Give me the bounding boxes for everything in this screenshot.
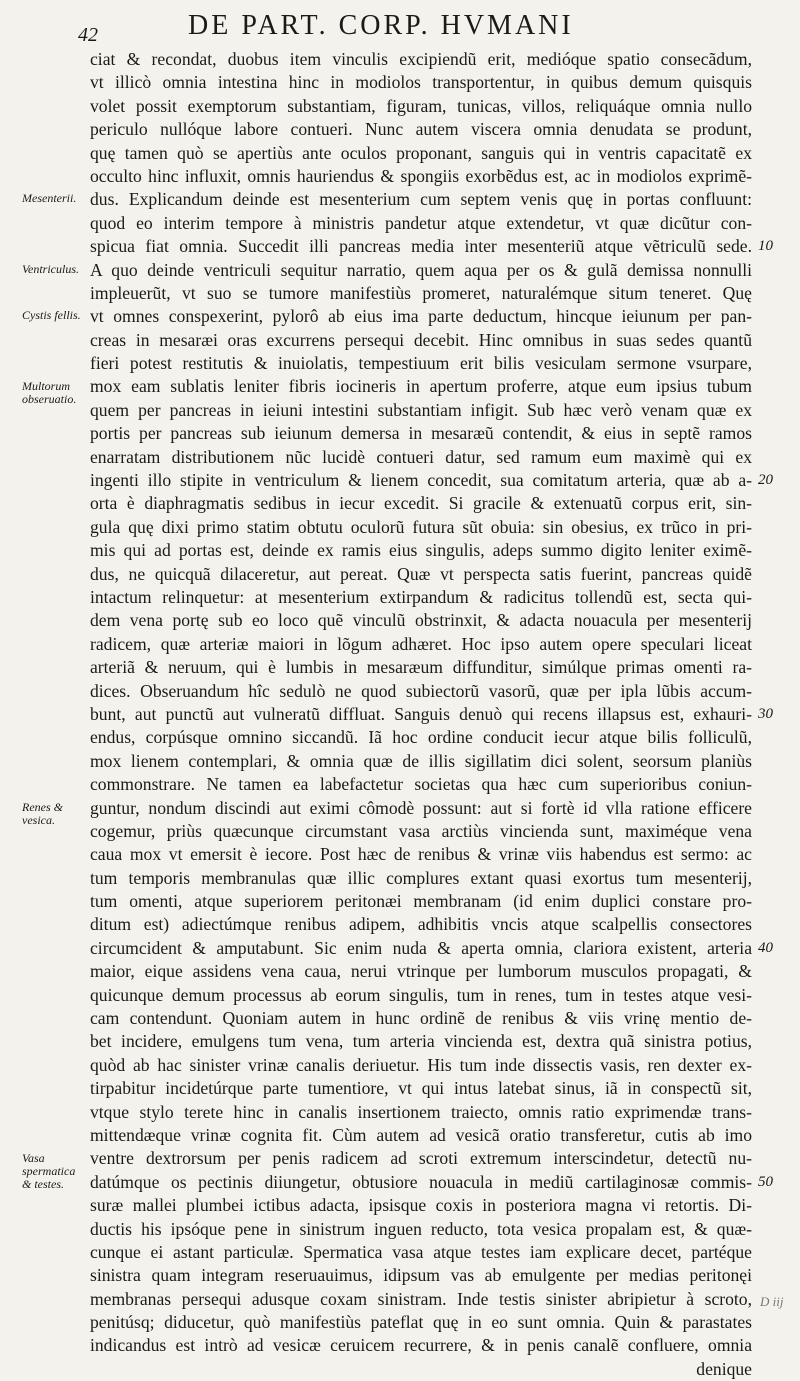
text-line: denique (696, 1358, 752, 1379)
text-line: bet incidere, emulgens tum vena, tum arteria vincienda est, dextra quã sinistra potius, (90, 1031, 752, 1052)
text-line: orta è diaphragmatis sedibus in iecur excedit. Si gracile & extenuatũ corpus erit, sin- (90, 493, 752, 514)
text-line: mittendæque vrinæ cognita fit. Cùm autem ad vesicã oratio transferetur, cutis ab imo (90, 1124, 752, 1145)
text-line: quicunque demum processus ab eorum singulis, tum in renes, tum in testes atque vesi- (90, 984, 752, 1005)
text-line: ventre dextrorsum per penis radicem ad scroti extremum interscindetur, detectũ nu- (90, 1148, 752, 1169)
line-number: 30 (758, 706, 773, 723)
text-line: datúmque os pectinis diiungetur, obtusiore nouacula in mediũ cartilaginosæ commis- (90, 1171, 752, 1192)
text-line: intactum relinquetur: at mesenterium extirpandum & radicitus tollendũ est, secta qui- (90, 586, 752, 607)
margin-note: Vasa spermatica & testes. (22, 1150, 76, 1191)
text-line: tum temporis membranulas quæ illic complures extant quasi exortus tum mesenterij, (90, 867, 752, 888)
text-line: membranas persequi adusque coxam sinistram. Inde testis sinister abripietur à scroto, (90, 1288, 752, 1309)
text-line: dus. Explicandum deinde est mesenterium cum septem venis quę in portas confluunt: (90, 189, 752, 210)
text-line: mox eam sublatis leniter fibris iocineris in apertum proferre, atque eum ipsius tubum (90, 376, 752, 397)
text-line: ciat & recondat, duobus item vinculis excipiendũ erit, medióque spatio consecãdum, (90, 49, 752, 69)
text-line: caua mox vt emersit è iecore. Post hæc de renibus & vrinæ viis habendus est sermo: ac (90, 844, 752, 865)
margin-note: Mesenterii. (22, 191, 77, 206)
text-line: creas in mesaræi oras excurrens persequi decebit. Hinc omnibus in suas sedes quantũ (90, 329, 752, 350)
margin-note: Multorum obseruatio. (22, 378, 77, 406)
signature-mark: D iij (760, 1294, 784, 1309)
margin-notes (0, 0, 90, 1316)
text-line: indicandus est intrò ad vesicæ ceruicem recurrere, & in penis canalẽ confluere, omnia (90, 1335, 752, 1356)
text-line: sinistra quam integram reseruauimus, idipsum vas ab emulgente per medias peritonęi (90, 1265, 752, 1286)
text-line: commonstrare. Ne tamen ea labefactetur societas qua hæc cum superioribus coniun- (90, 774, 752, 795)
text-line: spicua fiat omnia. Succedit illi pancreas media inter mesenteriũ atque vẽtriculũ sede. (90, 236, 752, 257)
page-header (70, 8, 790, 44)
text-line: volet possit exemptorum substantiam, figuram, tunicas, villos, reliquáque omnia nullo (90, 95, 752, 116)
text-line: cogemur, priùs quæcunque circumstant vasa arctiùs vincienda sunt, maximéque vena (90, 820, 752, 841)
text-line: maior, eique assidens vena caua, nerui vtrinque per lumborum musculos propagati, & (90, 961, 752, 982)
text-line: periculo nullóque labore contueri. Nunc autem viscera omnia denudata se produnt, (90, 119, 752, 140)
text-line: quòd ab hac sinister vrinæ canalis deriuetur. His tum inde dissectis vasis, ren dexter ex- (90, 1054, 752, 1075)
running-head: DE PART. CORP. HVMANI (188, 10, 574, 41)
text-line: fieri potest restitutis & inuiolatis, tempestiuum erit bilis vesiculam sermone vsurpare, (90, 353, 752, 374)
text-line: mox lienem contemplari, & omnia quæ de illis sigillatim dici solent, seorsum planiùs (90, 750, 752, 771)
text-line: mis qui ad portas est, deinde ex ramis eius singulis, adeps summo digito leniter eximẽ- (90, 540, 752, 561)
text-line: impleuerũt, vt suo se tumore manifestiùs promeret, naturalémque situm teneret. Quę (90, 282, 752, 303)
text-line: tirpabitur incidetúrque parte tumentiore, vt qui intus latebat sinus, iã in conspectũ sit, (90, 1078, 752, 1099)
text-line: vt omnes conspexerint, pylorô ab eius ima parte deductum, hincque ieiunum per pan- (90, 306, 752, 327)
margin-note: Ventriculus. (22, 261, 79, 276)
line-number: 50 (758, 1174, 773, 1191)
text-line: cunque ei astant particulæ. Spermatica vasa atque testes iam explicare decet, partéque (90, 1241, 752, 1262)
text-line: ditum est) adiectúmque renibus adipem, adhibitis vncis atque scalpellis consectores (90, 914, 752, 935)
body-text (90, 48, 752, 1381)
text-line: quem per pancreas in ieiuni intestini substantiam infigit. Sub hæc verò venam quæ ex (90, 399, 752, 420)
line-number: 10 (758, 238, 773, 255)
margin-note: Renes & vesica. (22, 799, 63, 827)
text-line: arteriã & neruum, qui è lumbis in mesaræum diffunditur, simúlque primas omenti ra- (90, 657, 752, 678)
text-line: penitúsq; diducetur, quò manifestiùs pateflat quę in eo sunt omnia. Quin & parastates (90, 1312, 752, 1333)
text-line: gula quę dixi primo statim obtutu oculorũ futura sũt obuia: sin obesius, ex trũco in pri- (90, 516, 752, 537)
text-line: vt illicò omnia intestina hinc in modiolos transportentur, in quibus demum quisquis (90, 72, 752, 93)
text-line: dices. Obseruandum hîc sedulò ne quod subiectorũ vasorũ, quæ per ipla lũbis accum- (90, 680, 752, 701)
text-line: quę tamen quò se apertiùs ante oculos proponant, sanguis qui in ventris capacitatẽ ex (90, 142, 752, 163)
text-line: occulto hinc influxit, omnis hauriendus & spongiis exorbẽdus est, ac in modiolos exprimẽ- (90, 165, 752, 186)
text-line: portis per pancreas sub ieiunum demersa in mesaræũ contendit, & eius in septẽ ramos (90, 423, 752, 444)
text-line: dus, ne quicquã dilaceretur, aut pereat. Quæ vt perspecta satis fuerint, pancreas quidẽ (90, 563, 752, 584)
text-line: guntur, nondum discindi aut eximi cômodè possunt: aut si fortè id vlla ratione efficere (90, 797, 752, 818)
text-line: suræ mallei plumbei ictibus adacta, ipsisque coxis in posteriora magna vi retortis. Di- (90, 1195, 752, 1216)
text-line: radicem, quæ arteriæ maiori in lõgum adhæret. Hoc ipso autem opere speculari liceat (90, 633, 752, 654)
line-number: 40 (758, 940, 773, 957)
margin-note: Cystis fellis. (22, 308, 81, 323)
text-line: vtque stylo terete hinc in canalis insertionem traiecto, omnis ratio exprimendæ trans- (90, 1101, 752, 1122)
text-line: ingenti illo stipite in ventriculum & lienem concedit, sua comitatum arteria, quæ ab a- (90, 470, 752, 491)
text-line: cam contendunt. Quoniam autem in hunc ordinẽ de renibus & viis vrinę mentio de- (90, 1008, 752, 1029)
text-line: enarratam distributionem nũc lucidè contueri datur, sed ramum eum maximè qui ex (90, 446, 752, 467)
text-line: circumcident & amputabunt. Sic enim nuda & aperta omnia, clariora existent, arteria (90, 937, 752, 958)
text-line: A quo deinde ventriculi sequitur narratio, quem aqua per os & gulã demissa nonnulli (90, 259, 752, 280)
line-number: 20 (758, 472, 773, 489)
page-number: 42 (78, 24, 98, 46)
text-line: bunt, aut punctũ aut vulneratũ diffluat. Sanguis denuò qui recens illapsus est, exhauri- (90, 703, 752, 724)
text-line: endus, corpúsque omnino siccandũ. Iã hoc ordine conducit iecur atque bilis folliculũ, (90, 727, 752, 748)
text-line: quod eo interim tempore à ministris pandetur atque extendetur, vt quæ dicũtur con- (90, 212, 752, 233)
text-line: ductis his ipsóque pene in sinistrum inguen reducto, tota vesica propalam est, & quæ- (90, 1218, 752, 1239)
text-line: tum omenti, atque superiorem peritonæi membranam (id enim duplici constare pro- (90, 891, 752, 912)
text-line: dem vena portę sub eo loco quẽ vinculũ obstrinxit, & adacta nouacula per mesenterij (90, 610, 752, 631)
